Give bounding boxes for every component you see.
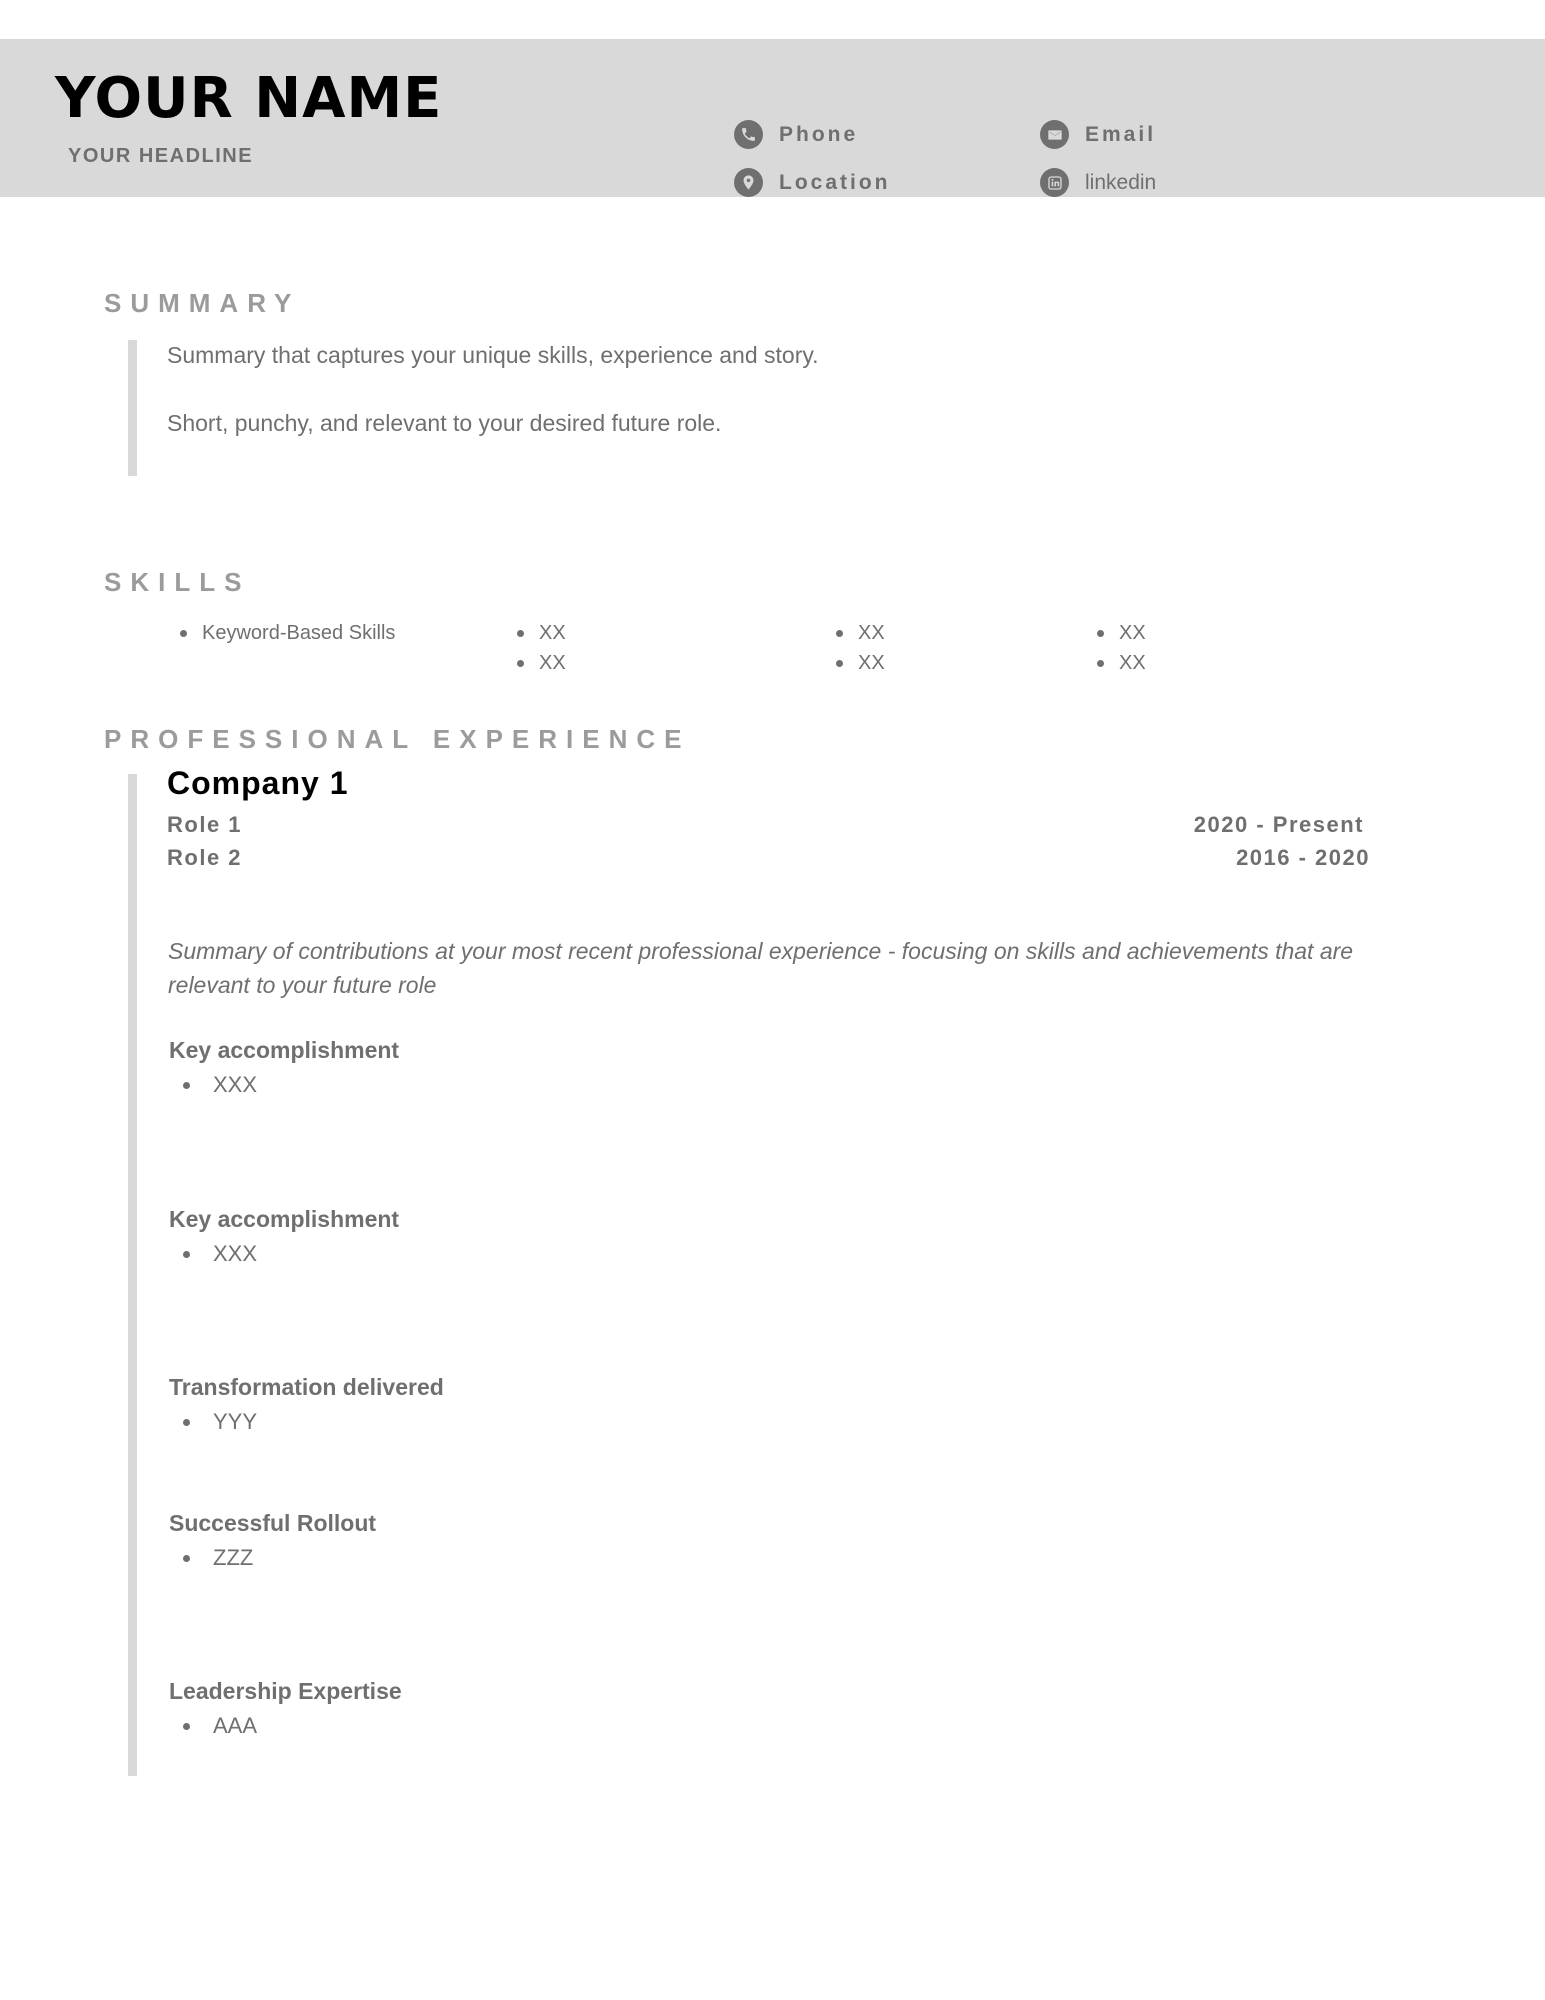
accomplishment-list xyxy=(169,1070,399,1100)
accomplishment-list xyxy=(169,1543,376,1573)
resume-header xyxy=(0,39,1545,197)
accomplishment-title: Key accomplishment xyxy=(169,1206,400,1232)
accomplishment-list xyxy=(169,1407,444,1437)
skills-column xyxy=(513,618,566,678)
skills-column xyxy=(832,618,885,678)
phone-icon xyxy=(734,120,763,149)
skills-column xyxy=(176,618,395,648)
email-icon xyxy=(1040,120,1069,149)
company-name: Company 1 xyxy=(167,765,349,801)
role-title: Role 1 xyxy=(167,812,243,837)
accomplishment-item: ZZZ xyxy=(169,1543,376,1573)
contact-phone xyxy=(734,120,858,149)
accomplishment-item: XXX xyxy=(169,1070,399,1100)
summary-heading: SUMMARY xyxy=(104,288,301,318)
accomplishment-block xyxy=(169,1510,376,1573)
linkedin-icon xyxy=(1040,168,1069,197)
accomplishment-title: Key accomplishment xyxy=(169,1037,400,1063)
accomplishment-block xyxy=(169,1678,402,1741)
role-title: Role 2 xyxy=(167,845,243,870)
location-pin-icon xyxy=(734,168,763,197)
skill-item: XX xyxy=(832,618,885,648)
accomplishment-item: AAA xyxy=(169,1711,402,1741)
linkedin-label: linkedin xyxy=(1085,170,1157,194)
candidate-headline: YOUR HEADLINE xyxy=(68,145,254,167)
skills-column xyxy=(1093,618,1146,678)
role-dates: 2020 - Present xyxy=(1193,812,1364,837)
accomplishment-list xyxy=(169,1711,402,1741)
skill-item: Keyword-Based Skills xyxy=(176,618,395,648)
contact-email xyxy=(1040,120,1156,149)
experience-accent-bar xyxy=(128,774,137,1776)
accomplishment-list xyxy=(169,1239,399,1269)
accomplishment-title: Leadership Expertise xyxy=(169,1678,402,1704)
skill-item: XX xyxy=(513,618,566,648)
summary-accent-bar xyxy=(128,340,137,476)
accomplishment-item: YYY xyxy=(169,1407,444,1437)
summary-paragraph: Short, punchy, and relevant to your desired future role. xyxy=(167,410,722,436)
accomplishment-title: Successful Rollout xyxy=(169,1510,377,1536)
candidate-name: YOUR NAME xyxy=(55,66,443,131)
accomplishment-block xyxy=(169,1037,399,1100)
accomplishment-title: Transformation delivered xyxy=(169,1374,444,1400)
skill-item: XX xyxy=(513,648,566,678)
location-label: Location xyxy=(779,170,891,194)
summary-paragraph: Summary that captures your unique skills, experience and story. xyxy=(167,342,819,368)
role-dates: 2016 - 2020 xyxy=(1236,845,1370,870)
skill-item: XX xyxy=(1093,648,1146,678)
skill-item: XX xyxy=(1093,618,1146,648)
accomplishment-item: XXX xyxy=(169,1239,399,1269)
phone-label: Phone xyxy=(779,122,859,146)
contact-location xyxy=(734,168,891,197)
accomplishment-block xyxy=(169,1206,399,1269)
contact-linkedin xyxy=(1040,168,1156,197)
accomplishment-block xyxy=(169,1374,444,1437)
skill-item: XX xyxy=(832,648,885,678)
experience-heading: PROFESSIONAL EXPERIENCE xyxy=(104,724,691,754)
skills-heading: SKILLS xyxy=(104,567,251,597)
experience-summary: Summary of contributions at your most recent professional experience - focusing on skills and achievements that are relevant to your future role xyxy=(168,938,1354,998)
email-label: Email xyxy=(1085,122,1157,146)
